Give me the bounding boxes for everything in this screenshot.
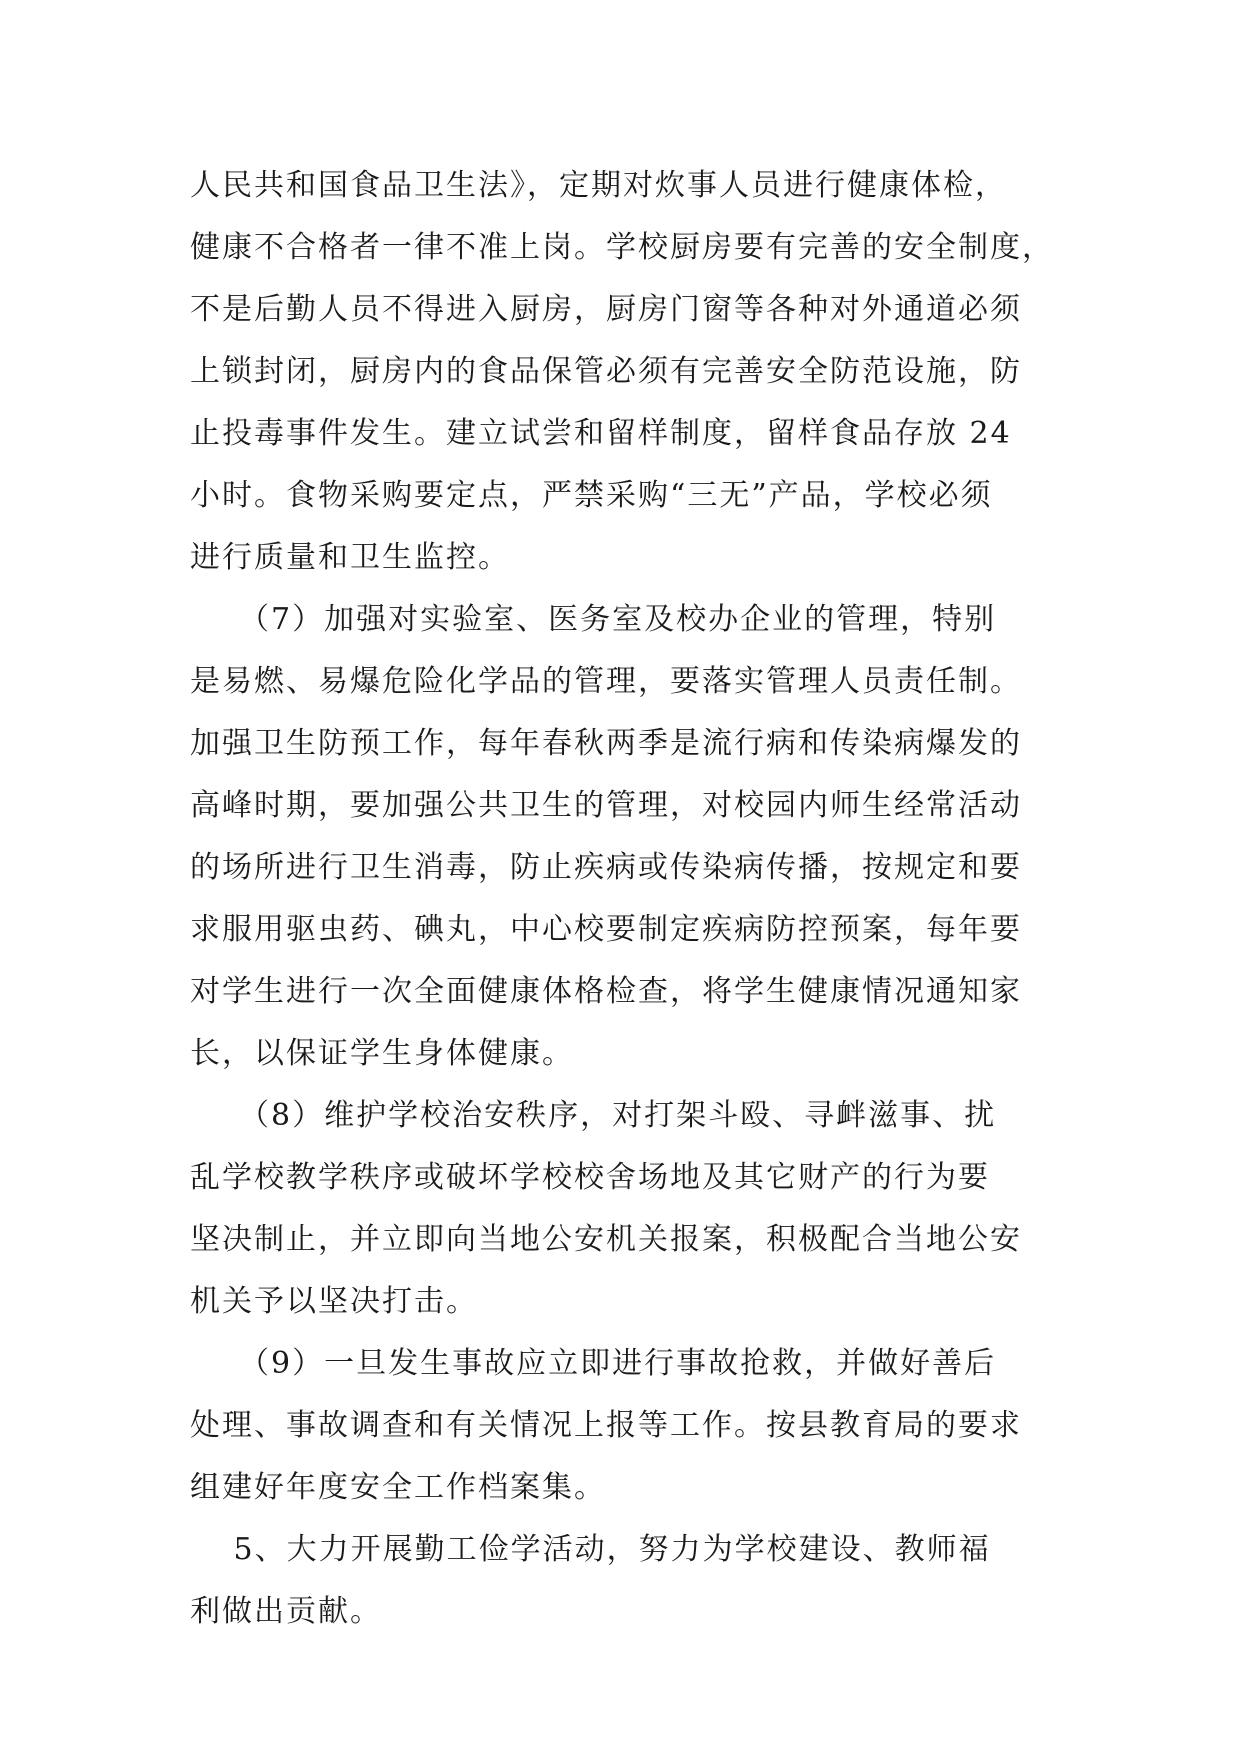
text-line: 小时。食物采购要定点，严禁采购“三无”产品，学校必须 bbox=[190, 478, 993, 513]
text-line: 利做出贡献。 bbox=[190, 1594, 382, 1629]
body-text bbox=[190, 155, 1090, 1643]
text-line: 止投毒事件发生。建立试尝和留样制度，留样食品存放 24 bbox=[190, 416, 1012, 451]
text-line: 乱学校教学秩序或破坏学校校舍场地及其它财产的行为要 bbox=[190, 1160, 990, 1195]
text-line: 上锁封闭，厨房内的食品保管必须有完善安全防范设施，防 bbox=[190, 354, 1022, 389]
text-line: 进行质量和卫生监控。 bbox=[190, 540, 510, 575]
text-line: 坚决制止，并立即向当地公安机关报案，积极配合当地公安 bbox=[190, 1222, 1022, 1257]
text-line: （7）加强对实验室、医务室及校办企业的管理，特别 bbox=[190, 602, 997, 637]
text-line: 求服用驱虫药、碘丸，中心校要制定疾病防控预案，每年要 bbox=[190, 912, 1022, 947]
text-line: （8）维护学校治安秩序，对打架斗殴、寻衅滋事、扰 bbox=[190, 1098, 997, 1133]
text-line: 组建好年度安全工作档案集。 bbox=[190, 1470, 606, 1505]
text-line: 人民共和国食品卫生法》，定期对炊事人员进行健康体检， bbox=[190, 168, 1007, 203]
text-line: 5、大力开展勤工俭学活动，努力为学校建设、教师福 bbox=[190, 1532, 991, 1567]
text-line: 的场所进行卫生消毒，防止疾病或传染病传播，按规定和要 bbox=[190, 850, 1022, 885]
text-line: 机关予以坚决打击。 bbox=[190, 1284, 478, 1319]
text-line: 对学生进行一次全面健康体格检查，将学生健康情况通知家 bbox=[190, 974, 1022, 1009]
text-line: 高峰时期，要加强公共卫生的管理，对校园内师生经常活动 bbox=[190, 788, 1022, 823]
text-line: 处理、事故调查和有关情况上报等工作。按县教育局的要求 bbox=[190, 1408, 1022, 1443]
text-line: 不是后勤人员不得进入厨房，厨房门窗等各种对外通道必须 bbox=[190, 292, 1022, 327]
text-line: （9）一旦发生事故应立即进行事故抢救，并做好善后 bbox=[190, 1346, 997, 1381]
text-line: 是易燃、易爆危险化学品的管理，要落实管理人员责任制。 bbox=[190, 664, 1022, 699]
text-line: 健康不合格者一律不准上岗。学校厨房要有完善的安全制度， bbox=[190, 230, 1054, 265]
text-line: 加强卫生防预工作，每年春秋两季是流行病和传染病爆发的 bbox=[190, 726, 1022, 761]
text-line: 长，以保证学生身体健康。 bbox=[190, 1036, 574, 1071]
